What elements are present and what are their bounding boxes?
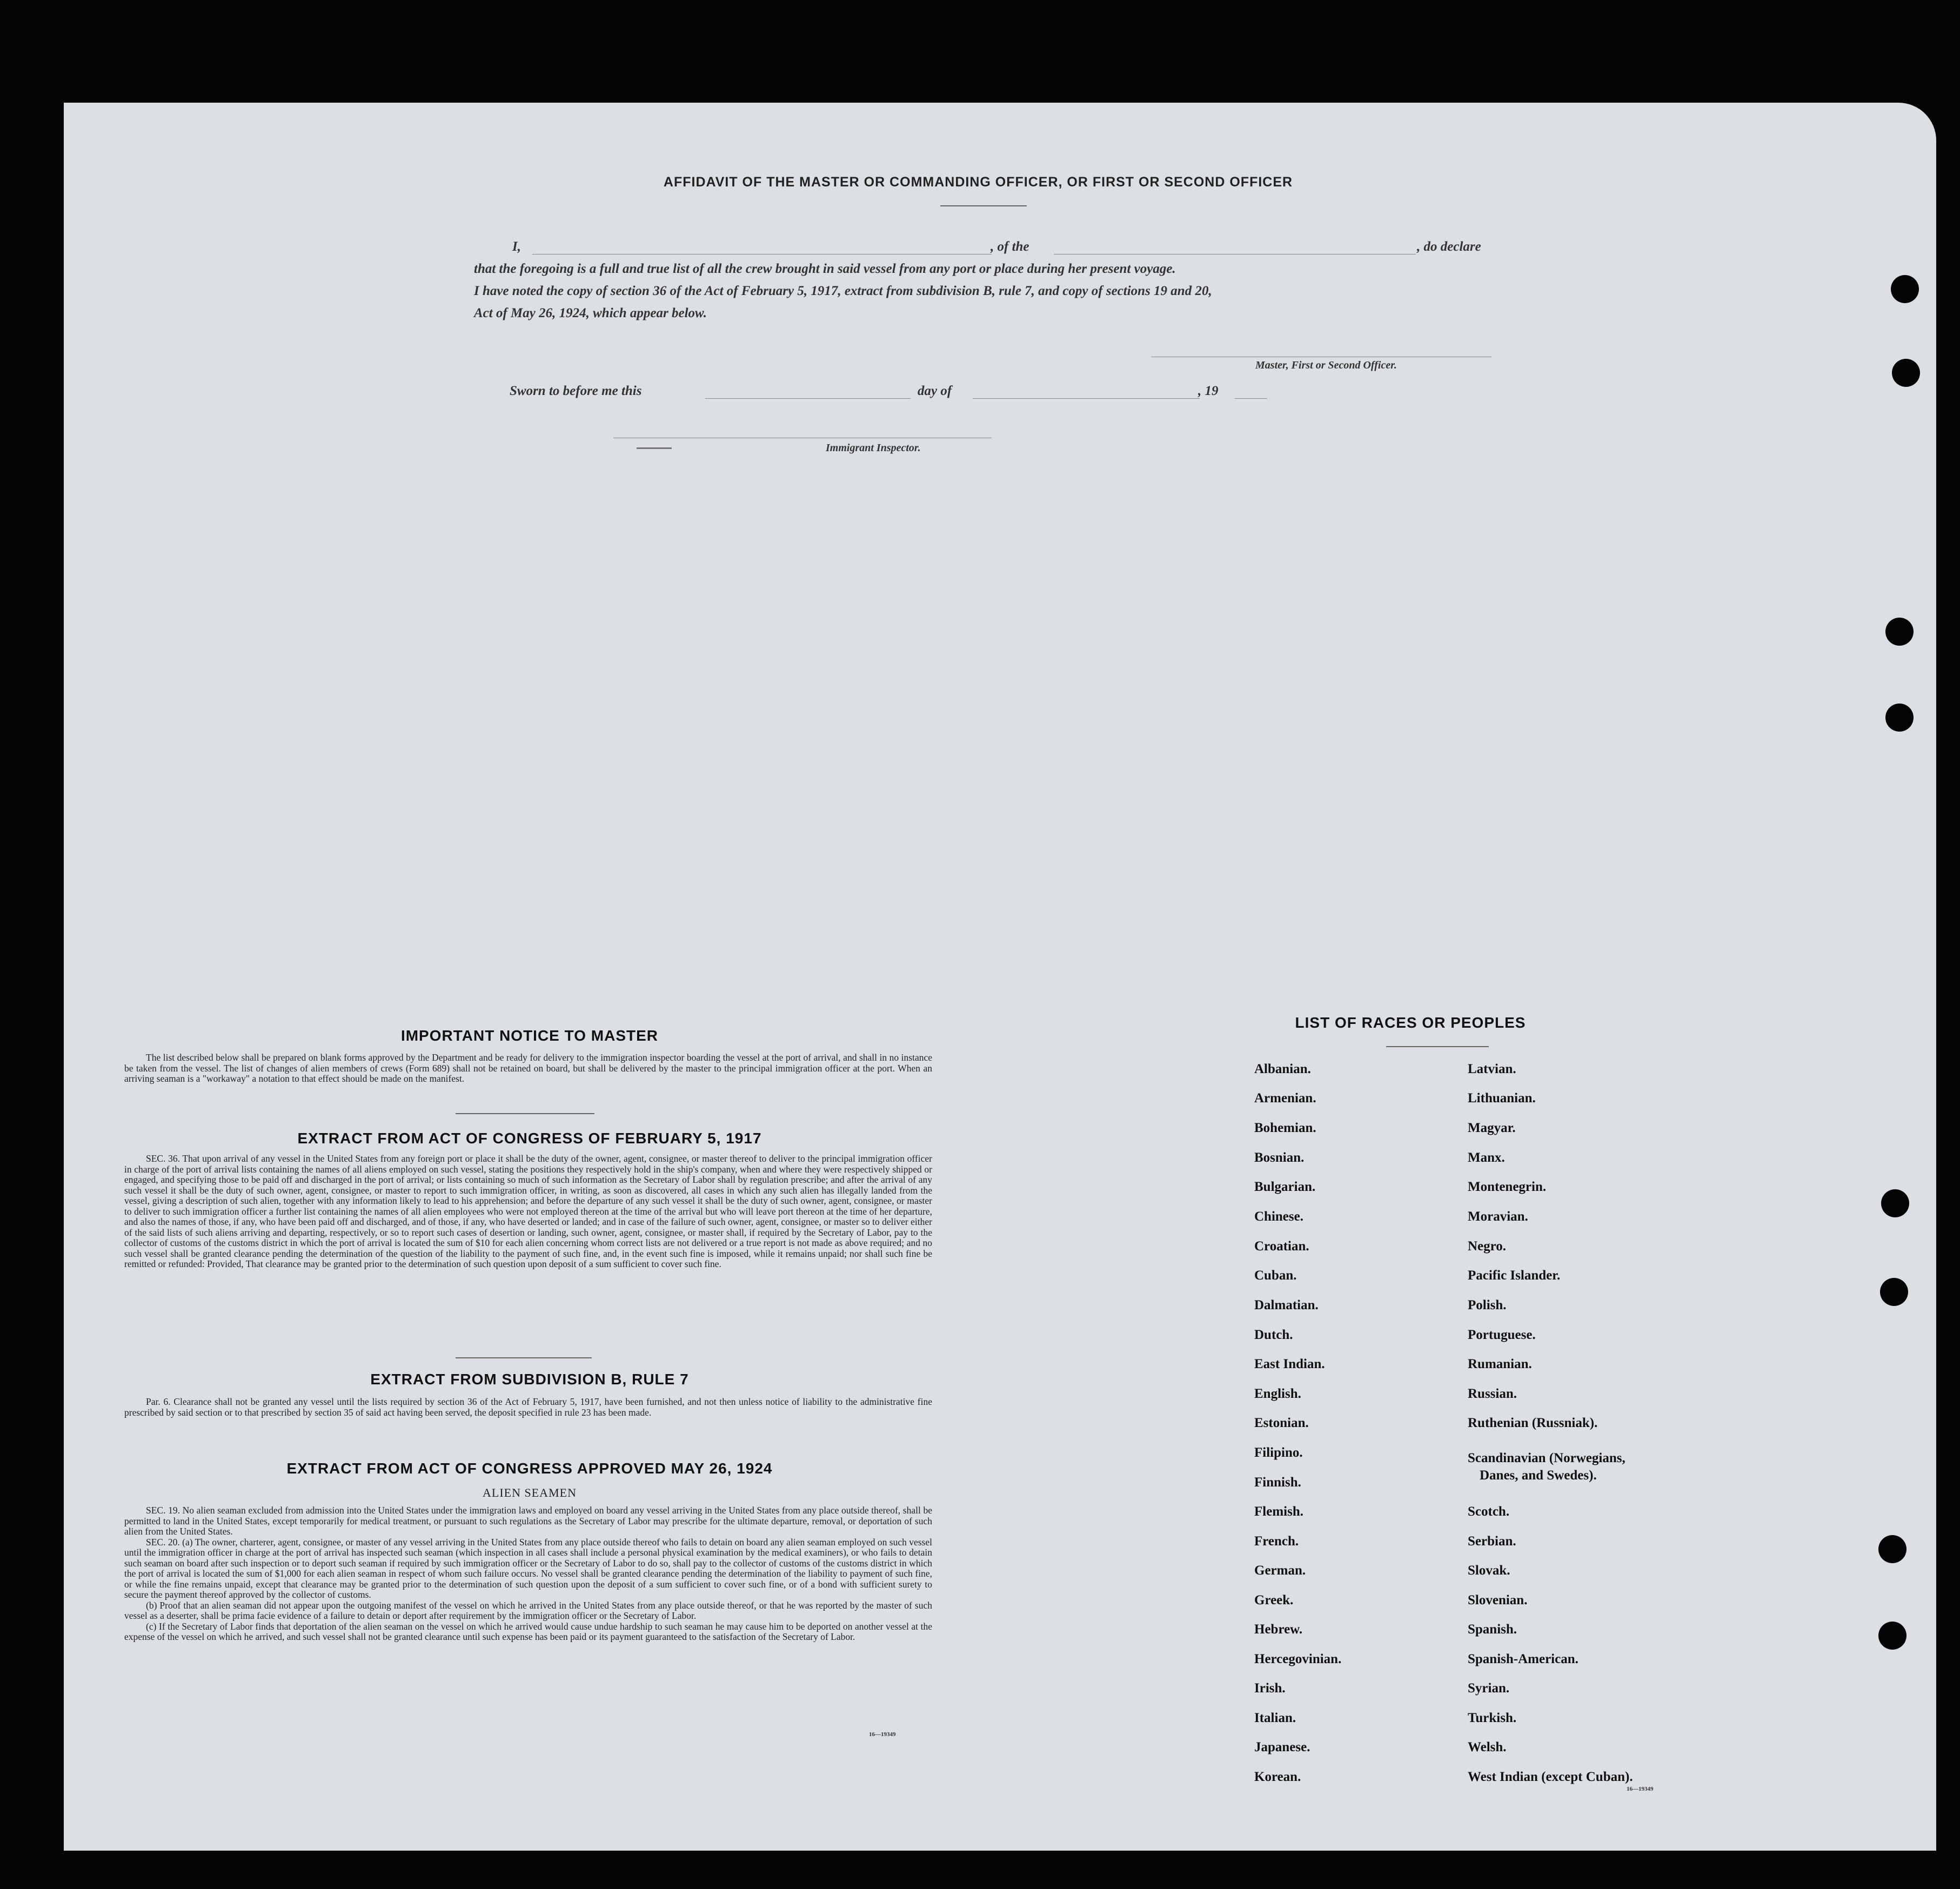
- race-item: Spanish.: [1468, 1622, 1517, 1637]
- notice-paragraph: The list described below shall be prepared on blank forms approved by the Department and be ready for delivery to the immigration inspector boarding the vessel at the port of arrival, and shall in no instance be taken from the vessel. The list of changes of alien members of crews (Form 689) shall not be retained on board, but shall be delivered by the master to the principal immigration officer at the port. When an arriving seaman is a "workaway" a notation to that effect should be made on the manifest.: [124, 1052, 932, 1084]
- race-item: Danes, and Swedes).: [1480, 1468, 1597, 1483]
- divider: [456, 1113, 594, 1114]
- race-item: Irish.: [1254, 1681, 1286, 1696]
- master-signature-label: Master, First or Second Officer.: [1255, 359, 1397, 371]
- race-item: French.: [1254, 1534, 1299, 1549]
- section-19-paragraph: SEC. 19. No alien seaman excluded from admission into the United States under the immigration laws and employed on board any vessel arriving in the United States from any place outside thereof, shall be permitted to land in the United States, except temporarily for medical treatment, or pursuant to such regulations as the Secretary of Labor may prescribe for the ultimate departure, removal, or deportation of such alien from the United States.: [124, 1505, 932, 1537]
- affidavit-declare-label: , do declare: [1417, 239, 1481, 254]
- sworn-month-blank: [973, 398, 1200, 399]
- sworn-year-blank: [1235, 398, 1267, 399]
- sworn-year-label: , 19: [1198, 384, 1219, 398]
- affidavit-title: AFFIDAVIT OF THE MASTER OR COMMANDING OFFICER, OR FIRST OR SECOND OFFICER: [663, 175, 1293, 190]
- divider: [456, 1357, 592, 1358]
- race-item: Russian.: [1468, 1386, 1517, 1401]
- notice-title: IMPORTANT NOTICE TO MASTER: [400, 1027, 659, 1044]
- binder-hole: [1891, 275, 1919, 303]
- race-item: Spanish-American.: [1468, 1652, 1578, 1666]
- race-item: Negro.: [1468, 1239, 1507, 1254]
- divider: [1386, 1046, 1489, 1047]
- race-item: Croatian.: [1254, 1239, 1309, 1254]
- paragraph-6: Par. 6. Clearance shall not be granted any vessel until the lists required by section 36 of the Act of February 5, 1917, have been furnished, and not then unless notice of liability to the administrative fine prescribed by said section or to that prescribed by section 35 of said act having been served, the deposit specified in rule 23 has been made.: [124, 1396, 932, 1418]
- rule-7-text: [124, 1397, 932, 1418]
- race-item: Estonian.: [1254, 1416, 1309, 1430]
- binder-hole: [1885, 618, 1914, 646]
- race-item: German.: [1254, 1563, 1306, 1578]
- alien-seamen-heading: ALIEN SEAMEN: [483, 1486, 577, 1499]
- race-item: Japanese.: [1254, 1740, 1310, 1754]
- race-item: Portuguese.: [1468, 1328, 1536, 1342]
- race-item: Polish.: [1468, 1298, 1507, 1312]
- race-item: Syrian.: [1468, 1681, 1510, 1696]
- race-item: Chinese.: [1254, 1209, 1303, 1224]
- section-20b-paragraph: (b) Proof that an alien seaman did not appear upon the outgoing manifest of the vessel on which he arrived in the United States from any place outside thereof, or that he was reported by the master of such vessel as a deserter, shall be prima facie evidence of a failure to detain or deport after requirement by the immigration officer or the Secretary of Labor.: [124, 1599, 932, 1621]
- extract-1917-title: EXTRACT FROM ACT OF CONGRESS OF FEBRUARY 5, 1917: [297, 1130, 762, 1147]
- race-item: Dutch.: [1254, 1328, 1293, 1342]
- race-item: Greek.: [1254, 1593, 1294, 1607]
- race-item: Dalmatian.: [1254, 1298, 1319, 1312]
- binder-hole: [1878, 1622, 1907, 1650]
- race-item: Albanian.: [1254, 1062, 1311, 1076]
- race-item: Latvian.: [1468, 1062, 1516, 1076]
- race-item: Manx.: [1468, 1150, 1505, 1165]
- sworn-date-blank: [705, 398, 911, 399]
- divider: [940, 205, 1027, 206]
- race-item: Scotch.: [1468, 1504, 1510, 1519]
- section-20c-paragraph: (c) If the Secretary of Labor finds that deportation of the alien seaman on the vessel on which he arrived would cause undue hardship to such seaman he may cause him to be deported on another vessel at the expense of the vessel on which he arrived, and such vessel shall not be granted clearance until such expense has been paid or its payment guaranteed to the satisfaction of the Secretary of Labor.: [124, 1620, 932, 1642]
- race-item: Pacific Islander.: [1468, 1268, 1561, 1283]
- extract-1917-text: [124, 1154, 932, 1270]
- race-item: Welsh.: [1468, 1740, 1507, 1754]
- race-item: Turkish.: [1468, 1711, 1517, 1725]
- extract-1924-title: EXTRACT FROM ACT OF CONGRESS APPROVED MAY 26, 1924: [286, 1460, 773, 1477]
- race-item: Bulgarian.: [1254, 1180, 1316, 1194]
- affidavit-line-4: Act of May 26, 1924, which appear below.: [474, 306, 707, 320]
- race-item: Finnish.: [1254, 1475, 1301, 1490]
- races-form-number: 16—19349: [1627, 1786, 1654, 1792]
- affidavit-i-label: I,: [512, 239, 521, 254]
- binder-hole: [1885, 704, 1914, 732]
- affidavit-of-the-label: , of the: [991, 239, 1029, 254]
- sworn-day-of-label: day of: [918, 384, 952, 398]
- race-item: Moravian.: [1468, 1209, 1528, 1224]
- section-36-paragraph: SEC. 36. That upon arrival of any vessel in the United States from any foreign port or place it shall be the duty of the owner, agent, consignee, or master thereof to deliver to the principal immigration officer in charge of the port of arrival lists containing the names of all aliens employed on such vessel, stating the positions they respectively hold in the ship's company, when and where they were respectively shipped or engaged, and specifying those to be paid off and discharged in the port of arrival; or lists containing so much of such information as the Secretary of Labor shall by regulation prescribe; and after the arrival of any such vessel it shall be the duty of such owner, agent, consignee, or master to report to such immigration officer, in writing, as soon as discovered, all cases in which any such alien has illegally landed from the vessel, giving a description of such alien, together with any information likely to lead to his apprehension; and before the departure of any such vessel it shall be the duty of such owner, agent, consignee, or master to deliver to such immigration officer a further list containing the names of all alien employees who were not employed thereon at the time of the arrival but who will leave port thereon at the time of her departure, and also the names of those, if any, who have been paid off and discharged, and of those, if any, who have deserted or landed; and in case of the failure of such owner, agent, consignee, or master so to deliver either of the said lists of such aliens arriving and departing, respectively, or so to report such cases of desertion or landing, such owner, agent, consignee, or master shall, if required by the Secretary of Labor, pay to the collector of customs of the customs district in which the port of arrival is located the sum of $10 for each alien concerning whom correct lists are not delivered or a true report is not made as above required; and no such vessel shall be granted clearance pending the determination of the question of the liability to the payment of such fine, and, in the event such fine is imposed, while it remains unpaid; nor shall such fine be remitted or refunded: Provided, That clearance may be granted prior to the determination of such question upon deposit of a sum sufficient to cover such fine.: [124, 1153, 932, 1269]
- race-item: Flemish.: [1254, 1504, 1303, 1519]
- race-item: Scandinavian (Norwegians,: [1468, 1451, 1625, 1465]
- race-item: Lithuanian.: [1468, 1091, 1536, 1106]
- race-item: East Indian.: [1254, 1357, 1325, 1371]
- race-item: West Indian (except Cuban).: [1468, 1770, 1633, 1784]
- race-item: Slovenian.: [1468, 1593, 1528, 1607]
- race-item: Hebrew.: [1254, 1622, 1303, 1637]
- affidavit-line-3: I have noted the copy of section 36 of the Act of February 5, 1917, extract from subdivision B, rule 7, and copy of sections 19 and 20,: [474, 284, 1212, 298]
- race-item: Italian.: [1254, 1711, 1296, 1725]
- rule-7-title: EXTRACT FROM SUBDIVISION B, RULE 7: [370, 1371, 689, 1388]
- race-item: Filipino.: [1254, 1445, 1303, 1460]
- race-item: Magyar.: [1468, 1121, 1516, 1135]
- binder-hole: [1878, 1535, 1907, 1563]
- race-item: Ruthenian (Russniak).: [1468, 1416, 1598, 1430]
- binder-hole: [1880, 1278, 1908, 1306]
- sworn-label: Sworn to before me this: [510, 384, 642, 398]
- races-title: LIST OF RACES OR PEOPLES: [1295, 1014, 1526, 1031]
- binder-hole: [1892, 359, 1920, 387]
- race-item: Hercegovinian.: [1254, 1652, 1342, 1666]
- inspector-mark: [637, 447, 672, 449]
- race-item: Montenegrin.: [1468, 1180, 1547, 1194]
- section-20a-paragraph: SEC. 20. (a) The owner, charterer, agent, consignee, or master of any vessel arriving in the United States from any place outside thereof who fails to detain on board any alien seaman employed on such vessel until the immigration officer in charge at the port of arrival has inspected such seaman (which inspection in all cases shall include a personal physical examination by the medical examiners), or who fails to detain such seaman on board after such inspection or to deport such seaman if required by such immigration officer or the Secretary of Labor to do so, shall pay to the collector of customs of the customs district in which the port of arrival is located the sum of $1,000 for each alien seaman in respect of whom such failure occurs. No vessel shall be granted clearance pending the determination of the liability to payment of such fine, or while the fine remains unpaid, except that clearance may be granted prior to the determination of such question upon the deposit of a sum sufficient to cover such fine, or of a bond with sufficient surety to secure the payment thereof approved by the collector of customs.: [124, 1536, 932, 1600]
- race-item: Korean.: [1254, 1770, 1301, 1784]
- race-item: English.: [1254, 1386, 1301, 1401]
- race-item: Bohemian.: [1254, 1121, 1316, 1135]
- race-item: Serbian.: [1468, 1534, 1516, 1549]
- binder-hole: [1881, 1189, 1909, 1217]
- race-item: Slovak.: [1468, 1563, 1510, 1578]
- race-item: Bosnian.: [1254, 1150, 1305, 1165]
- notice-text: [124, 1053, 932, 1084]
- race-item: Armenian.: [1254, 1091, 1316, 1106]
- inspector-label: Immigrant Inspector.: [826, 442, 921, 454]
- extract-1924-text: [124, 1505, 932, 1643]
- race-item: Rumanian.: [1468, 1357, 1532, 1371]
- race-item: Cuban.: [1254, 1268, 1297, 1283]
- form-number: 16—19349: [869, 1731, 896, 1738]
- affidavit-line-2: that the foregoing is a full and true list of all the crew brought in said vessel from any port or place during her present voyage.: [474, 262, 1176, 276]
